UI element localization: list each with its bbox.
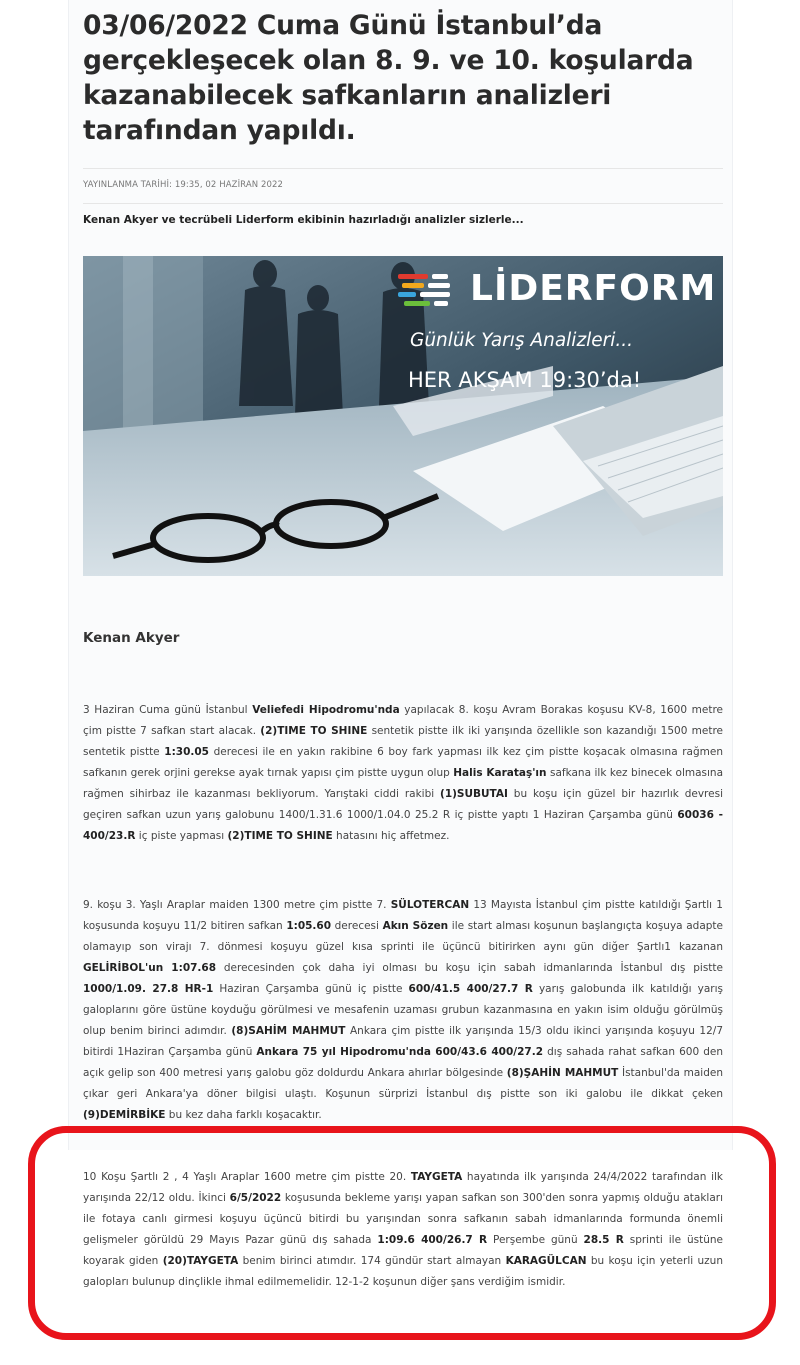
bold-run: 600/41.5 400/27.7 R	[408, 983, 533, 995]
bold-run: 1:05.60	[286, 920, 332, 932]
highlight-annotation-circle	[28, 1126, 776, 1340]
bold-run: (9)DEMİRBİKE	[83, 1109, 166, 1121]
bold-run: GELİRİBOL'un 1:07.68	[83, 962, 217, 974]
bold-run: 60036 - 400/23.R	[83, 809, 724, 842]
text-run: 9. koşu 3. Yaşlı Araplar maiden 1300 metre çim pistte 7.	[83, 899, 391, 911]
text-run: 3 Haziran Cuma günü İstanbul	[83, 704, 253, 716]
bold-run: Veliefedi Hipodromu'nda	[252, 704, 400, 716]
text-run: bu koşu için güzel bir hazırlık devresi geçiren safkan uzun yarış galobunu 1400/1.31.6 1000/1.04.0 25.2 R iç pistte yaptı 1 Haziran Çarşamba günü	[83, 788, 723, 821]
bold-run: (2)TIME TO SHINE	[260, 725, 368, 737]
text-run: safkana ilk kez binecek olmasına rağmen sihirbaz ile kazanması bekliyorum. Yarıştaki ciddi rakibi	[83, 767, 723, 800]
bold-run: 1:09.6 400/26.7 R	[377, 1234, 488, 1246]
bold-run: (8)ŞAHİN MAHMUT	[506, 1067, 619, 1079]
bold-run: Halis Karataş'ın	[453, 767, 547, 779]
text-run: ile start alması koşunun başlangıçta koşuya adapte olamayıp son virajı 7. dönmesi koşuyu güzel kısa sprinti ile üçüncü bitirirken aynı gün diğer Şartlı1 kazanan	[83, 920, 724, 953]
liderform-logo-icon	[398, 272, 454, 308]
bold-run: (20)TAYGETA	[162, 1255, 239, 1267]
article-title: 03/06/2022 Cuma Günü İstanbul’da gerçekleşecek olan 8. 9. ve 10. koşularda kazanabilecek safkanların analizleri tarafından yapıldı.	[83, 10, 694, 146]
text-run: sentetik pistte ilk iki yarışında özellikle son kazandığı 1500 metre sentetik pistte	[83, 725, 724, 758]
text-run: 13 Mayısta İstanbul çim pistte katıldığı Şartlı 1 koşusunda koşuyu 11/2 bitiren safkan	[83, 899, 723, 932]
divider	[83, 203, 723, 204]
text-run: İstanbul'da maiden çıkar geri Ankara'ya döner bilgisi ulaştı. Koşunun sürprizi İstanbul dış pistte son iki galobu ile dikkat çeken	[83, 1067, 724, 1100]
text-run: dış sahada rahat safkan 600 den açık gelip son 400 metresi yarış galobu göz doldurdu Ankara ahırlar bölgesinde	[83, 1046, 723, 1079]
bold-run: (2)TIME TO SHINE	[227, 830, 333, 842]
text-run: iç piste yapması	[135, 830, 228, 842]
text-run: Haziran Çarşamba günü iç pistte	[213, 983, 409, 995]
bold-run: SÜLOTERCAN	[390, 899, 470, 911]
liderform-logo-text: LİDERFORM	[470, 268, 717, 309]
bold-run: TAYGETA	[410, 1171, 463, 1183]
text-run: Perşembe günü	[487, 1234, 584, 1246]
text-run: yapılacak 8. koşu Avram Borakas koşusu KV-8, 1600 metre çim pistte 7 safkan start alacak.	[83, 704, 723, 737]
text-run: hatasını hiç affetmez.	[332, 830, 450, 842]
text-run: bu koşu için yeterli uzun galopları bulunup dinçlikle ihmal edilmemelidir. 12-1-2 koşunun diğer şans verdiğim ismidir.	[83, 1255, 723, 1288]
text-run: derecesi	[331, 920, 383, 932]
article-lead: Kenan Akyer ve tecrübeli Liderform ekibinin hazırladığı analizler sizlerle...	[83, 214, 524, 226]
bold-run: 6/5/2022	[229, 1192, 282, 1204]
text-run: yarış galobunda ilk katıldığı yarış galoplarını göre üstüne koyduğu görülmesi ve mesafenin uzaması grubun kazanmasına en yakın isim olduğu görülmüş olup benim birinci adımdır.	[83, 983, 723, 1037]
text-run: derecesi ile en yakın rakibine 6 boy fark yapması ilk kez çim pistte koşacak olmasına rağmen safkanın gerek orjini gerekse ayak tırnak yapısı çim pistte uygun olup	[83, 746, 724, 779]
text-run: Ankara çim pistte ilk yarışında 15/3 oldu ikinci yarışında koşuyu 12/7 bitirdi 1Haziran Çarşamba günü	[83, 1025, 724, 1058]
text-run: koşusunda bekleme yarışı yapan safkan son 300'den sonra yapmış olduğu atakları ile fotaya canlı girmesi koşuyu üçüncü bitirdi bu yarışından sonra safkanın sabah idmanlarında formunda önemli gelişmeler görüldü 29 Mayıs Pazar günü dış sahada	[83, 1192, 724, 1246]
race-9-analysis	[83, 895, 723, 1126]
publish-date: YAYINLANMA TARİHİ: 19:35, 02 HAZİRAN 2022	[83, 180, 284, 190]
divider	[83, 168, 723, 169]
bold-run: (8)SAHİM MAHMUT	[231, 1025, 346, 1037]
text-run: 10 Koşu Şartlı 2 , 4 Yaşlı Araplar 1600 metre çim pistte 20.	[83, 1171, 411, 1183]
bold-run: 28.5 R	[583, 1234, 624, 1246]
text-run: bu kez daha farklı koşacaktır.	[165, 1109, 322, 1121]
text-run: benim birinci atımdır. 174 gündür start almayan	[238, 1255, 506, 1267]
text-run: sprinti ile üstüne koyarak giden	[83, 1234, 723, 1267]
banner-schedule: HER AKŞAM 19:30’da!	[408, 368, 642, 392]
banner-tagline: Günlük Yarış Analizleri...	[410, 330, 634, 351]
bold-run: KARAGÜLCAN	[505, 1255, 587, 1267]
race-8-analysis	[83, 700, 723, 847]
bold-run: 1000/1.09. 27.8 HR-1	[83, 983, 214, 995]
text-run: derecesinden çok daha iyi olması bu koşu için sabah idmanlarında İstanbul dış pistte	[216, 962, 723, 974]
author-name: Kenan Akyer	[83, 630, 180, 646]
bold-run: Ankara 75 yıl Hipodromu'nda 600/43.6 400/27.2	[256, 1046, 544, 1058]
bold-run: 1:30.05	[164, 746, 209, 758]
text-run: hayatında ilk yarışında 24/4/2022 tarafından ilk yarışında 22/12 oldu. İkinci	[83, 1171, 723, 1204]
bold-run: (1)SUBUTAI	[440, 788, 508, 800]
bold-run: Akın Sözen	[382, 920, 449, 932]
